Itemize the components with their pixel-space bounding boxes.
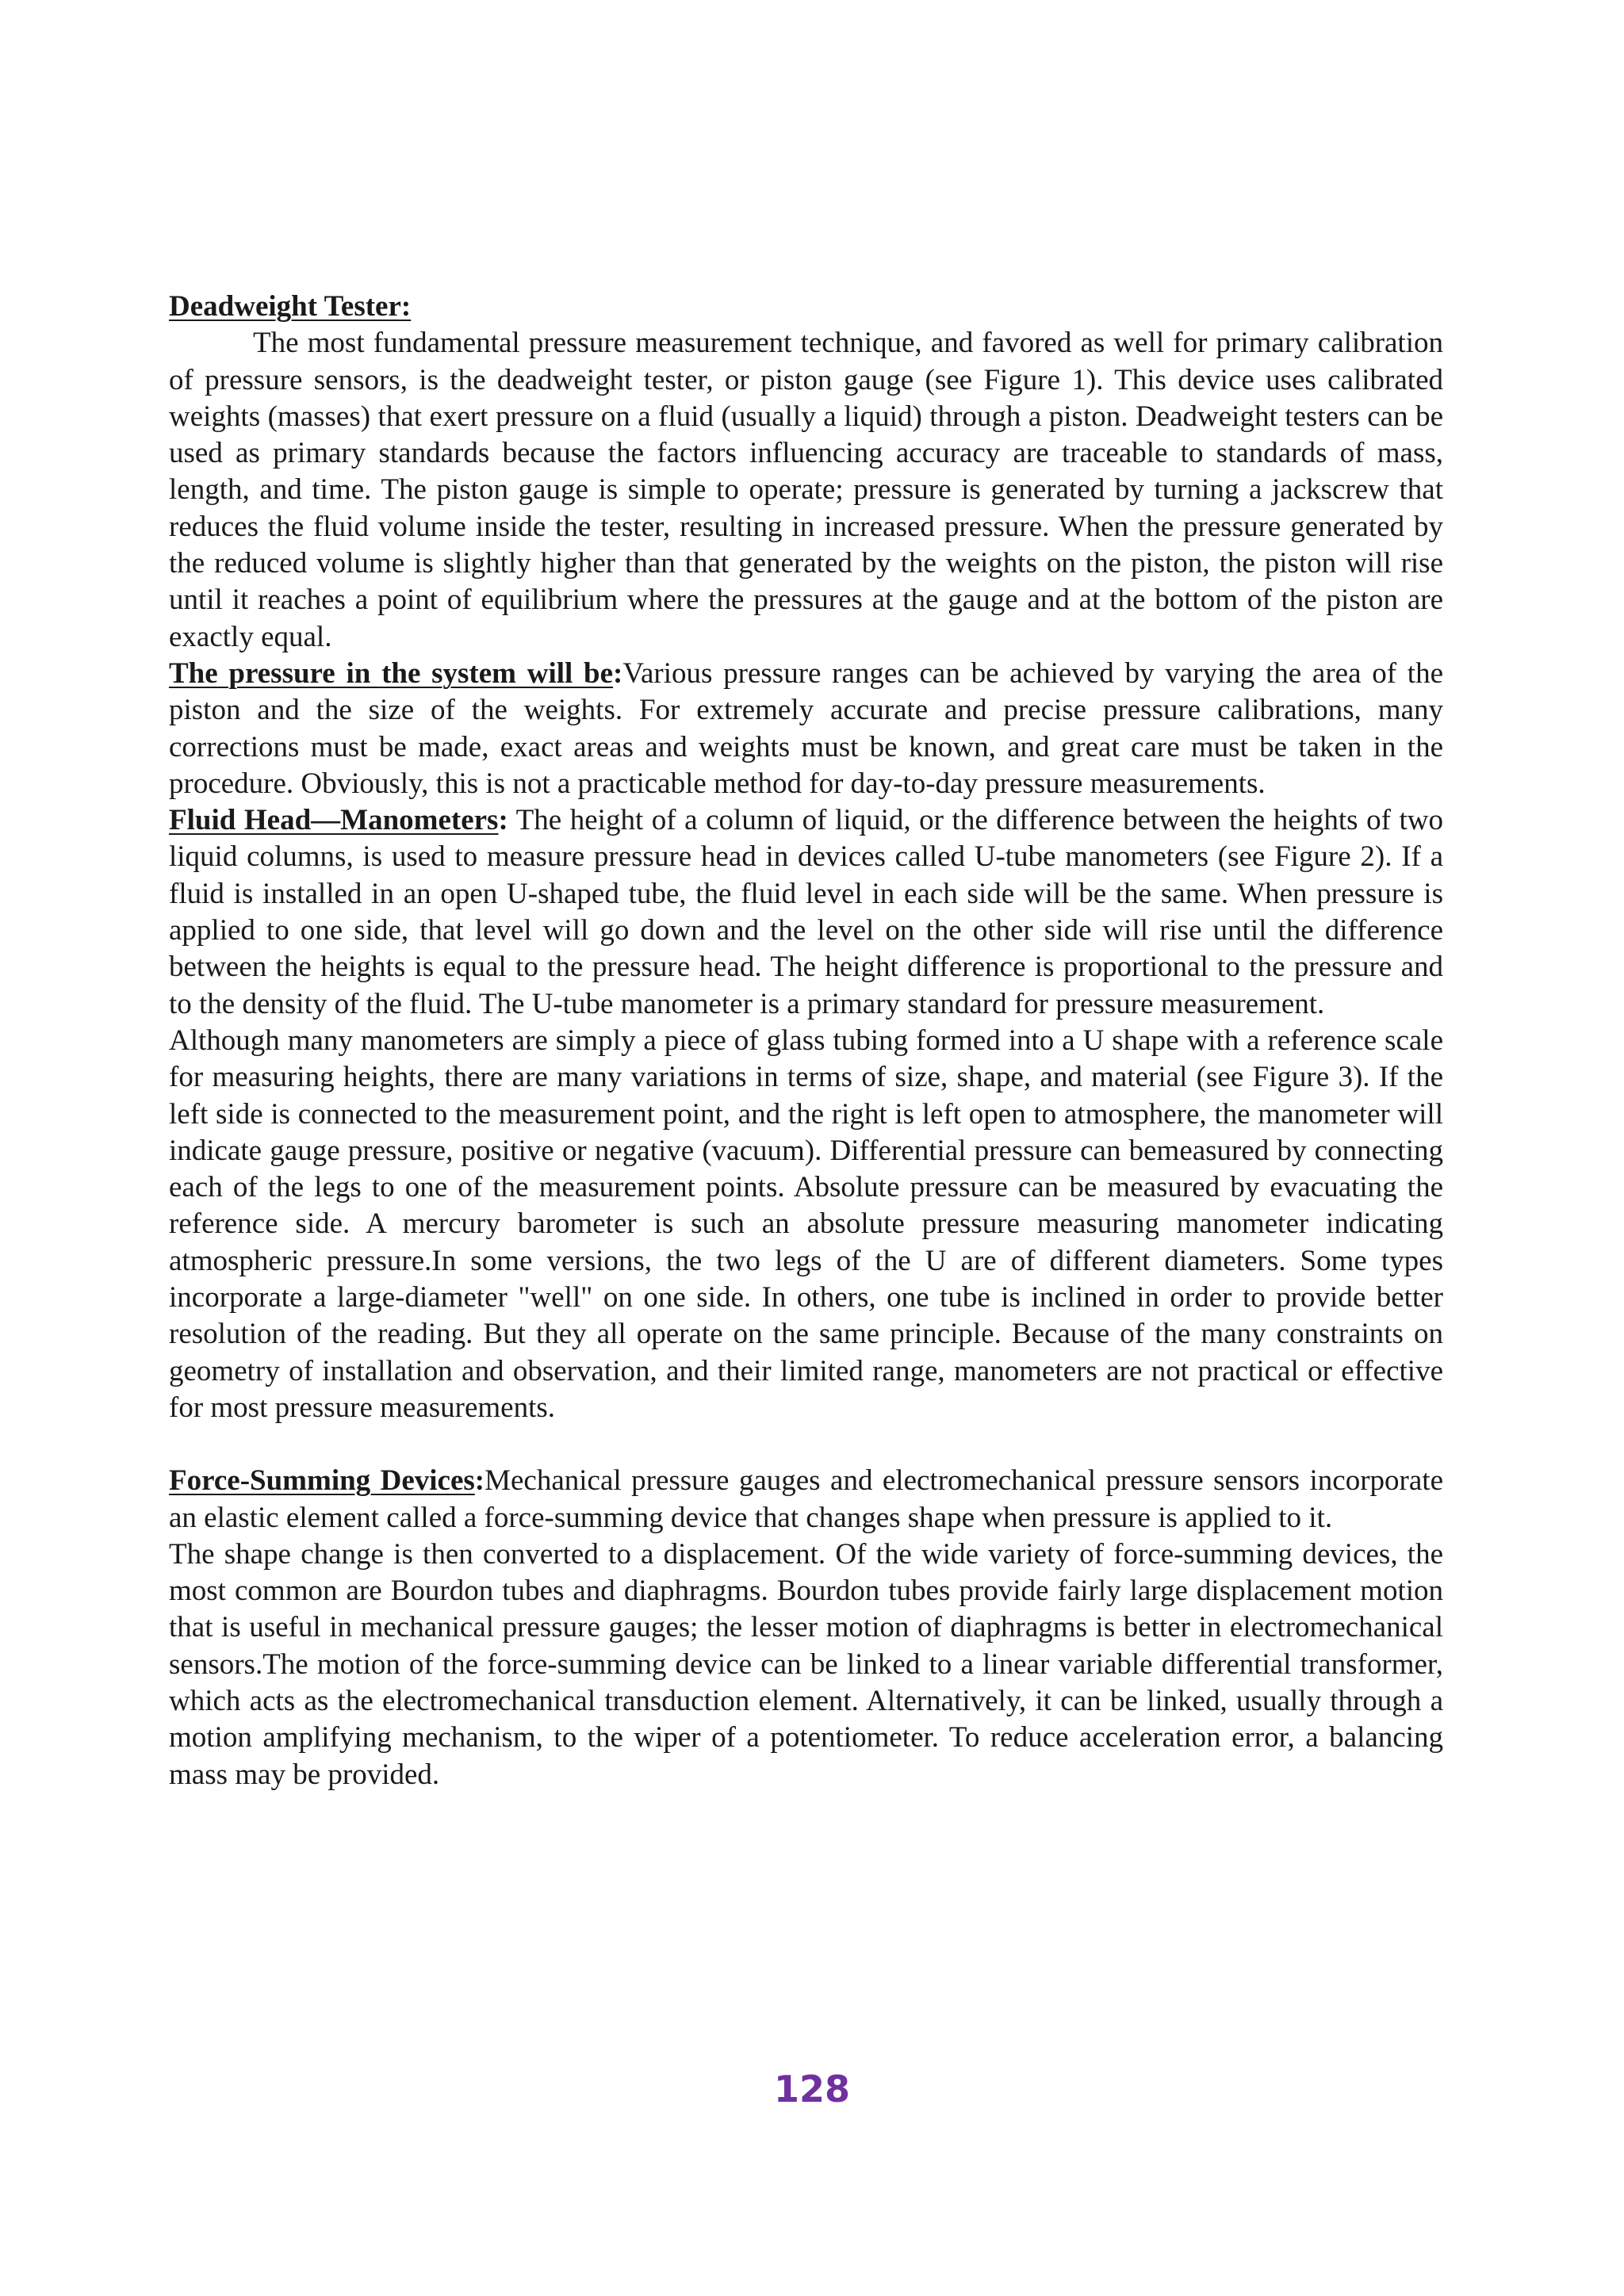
manometers-paragraph	[169, 802, 1443, 1023]
force-summing-paragraph	[169, 1463, 1443, 1536]
manometers-colon: :	[498, 804, 508, 837]
manometers-body: The height of a column of liquid, or the difference between the heights of two liquid columns, is used to measure pressure head in devices called U-tube manometers (see Figure 2). If a fluid is installed in an open U-shaped tube, the fluid level in each side will be the same. When pressure is applied to one side, that level will go down and the level on the other side will rise until the difference between the heights is equal to the pressure head. The height difference is proportional to the pressure and to the density of the fluid. The U-tube manometer is a primary standard for pressure measurement.	[169, 804, 1444, 1020]
deadweight-tester-heading: Deadweight Tester:	[169, 290, 412, 323]
system-pressure-colon: :	[613, 656, 623, 690]
page-number: 128	[773, 2068, 851, 2110]
deadweight-heading-line	[169, 289, 1443, 325]
force-summing-body: Mechanical pressure gauges and electromechanical pressure sensors incorporate an elastic element called a force-summing device that changes shape when pressure is applied to it.	[169, 1464, 1443, 1534]
system-pressure-body: Various pressure ranges can be achieved by varying the area of the piston and the size of the weights. For extremely accurate and precise pressure calibrations, many corrections must be made, exact areas and weights must be known, and great care must be taken in the procedure. Obviously, this is not a practicable method for day-to-day pressure measurements.	[169, 656, 1443, 800]
shape-change-paragraph: The shape change is then converted to a displacement. Of the wide variety of force-summing devices, the most common are Bourdon tubes and diaphragms. Bourdon tubes provide fairly large displacement motion that is useful in mechanical pressure gauges; the lesser motion of diaphragms is better in electromechanical sensors.The motion of the force-summing device can be linked to a linear variable differential transformer, which acts as the electromechanical transduction element. Alternatively, it can be linked, usually through a motion amplifying mechanism, to the wiper of a potentiometer. To reduce acceleration error, a balancing mass may be provided.	[169, 1537, 1443, 1791]
manometer-variations-paragraph: Although many manometers are simply a piece of glass tubing formed into a U shape with a reference scale for measuring heights, there are many variations in terms of size, shape, and material (see Figure 3). If the left side is connected to the measurement point, and the right is left open to atmosphere, the manometer will indicate gauge pressure, positive or negative (vacuum). Differential pressure can bemeasured by connecting each of the legs to one of the measurement points. Absolute pressure can be measured by evacuating the reference side. A mercury barometer is such an absolute pressure measuring manometer indicating atmospheric pressure.In some versions, the two legs of the U are of different diameters. Some types incorporate a large-diameter "well" on one side. In others, one tube is inclined in order to provide better resolution of the reading. But they all operate on the same principle. Because of the many constraints on geometry of installation and observation, and their limited range, manometers are not practical or effective for most pressure measurements.	[169, 1024, 1443, 1424]
force-summing-colon: :	[474, 1464, 485, 1498]
page-content	[169, 289, 1443, 1793]
system-pressure-heading: The pressure in the system will be	[169, 656, 614, 690]
system-pressure-paragraph	[169, 656, 1443, 802]
force-summing-heading: Force-Summing Devices	[169, 1464, 475, 1498]
manometers-heading: Fluid Head—Manometers	[169, 804, 499, 837]
deadweight-tester-paragraph: The most fundamental pressure measurement technique, and favored as well for primary calibration of pressure sensors, is the deadweight tester, or piston gauge (see Figure 1). This device uses calibrated weights (masses) that exert pressure on a fluid (usually a liquid) through a piston. Deadweight testers can be used as primary standards because the factors influencing accuracy are traceable to standards of mass, length, and time. The piston gauge is simple to operate; pressure is generated by turning a jackscrew that reduces the fluid volume inside the tester, resulting in increased pressure. When the pressure generated by the reduced volume is slightly higher than that generated by the weights on the piston, the piston will rise until it reaches a point of equilibrium where the pressures at the gauge and at the bottom of the piston are exactly equal.	[169, 327, 1443, 653]
section-spacer	[169, 1426, 1443, 1463]
